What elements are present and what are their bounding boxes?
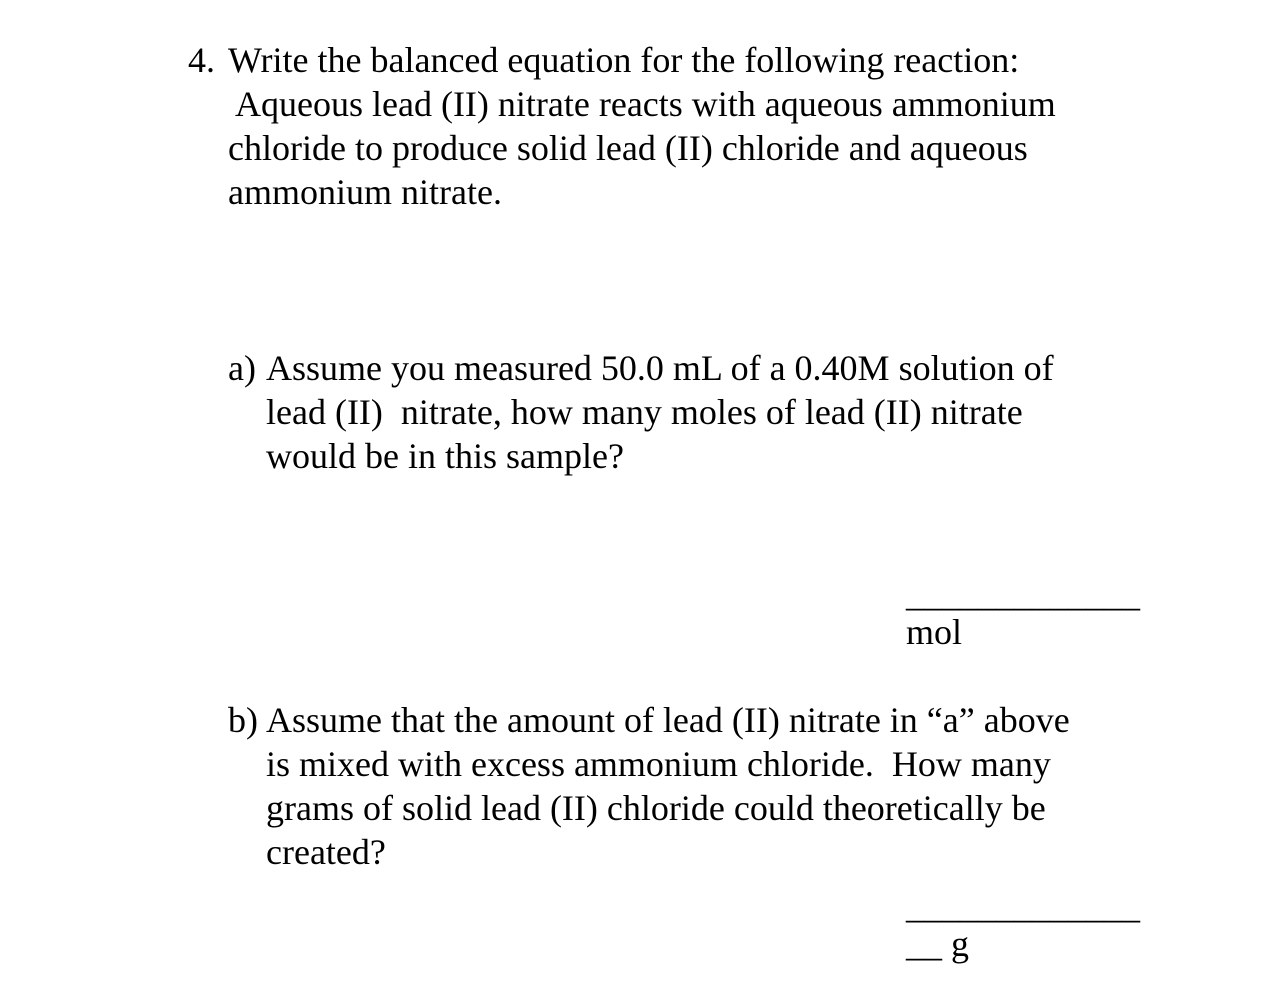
part-a-text-line-2: lead (II) nitrate, how many moles of lead (II) nitrate	[266, 392, 1023, 432]
part-a-unit: mol	[906, 612, 963, 652]
part-b-text-line-1: Assume that the amount of lead (II) nitrate in “a” above	[266, 700, 1070, 740]
part-a-answer-blank: _____________	[906, 574, 1140, 614]
question-text-line-2: Aqueous lead (II) nitrate reacts with aqueous ammonium	[228, 84, 1056, 124]
question-text-line-3: chloride to produce solid lead (II) chloride and aqueous	[228, 128, 1028, 168]
part-b-label: b)	[228, 700, 258, 740]
part-b-text-line-4: created?	[266, 832, 386, 872]
part-a-label: a)	[228, 348, 256, 388]
question-text-line-1: Write the balanced equation for the following reaction:	[228, 40, 1020, 80]
part-b-answer-blank: _____________	[906, 886, 1140, 926]
part-b-text-line-2: is mixed with excess ammonium chloride. How many	[266, 744, 1051, 784]
part-a-text-line-3: would be in this sample?	[266, 436, 624, 476]
question-text-line-4: ammonium nitrate.	[228, 172, 502, 212]
part-b-unit: __ g	[906, 924, 969, 964]
question-number: 4.	[188, 40, 215, 80]
part-a-text-line-1: Assume you measured 50.0 mL of a 0.40M solution of	[266, 348, 1054, 388]
part-b-text-line-3: grams of solid lead (II) chloride could theoretically be	[266, 788, 1046, 828]
